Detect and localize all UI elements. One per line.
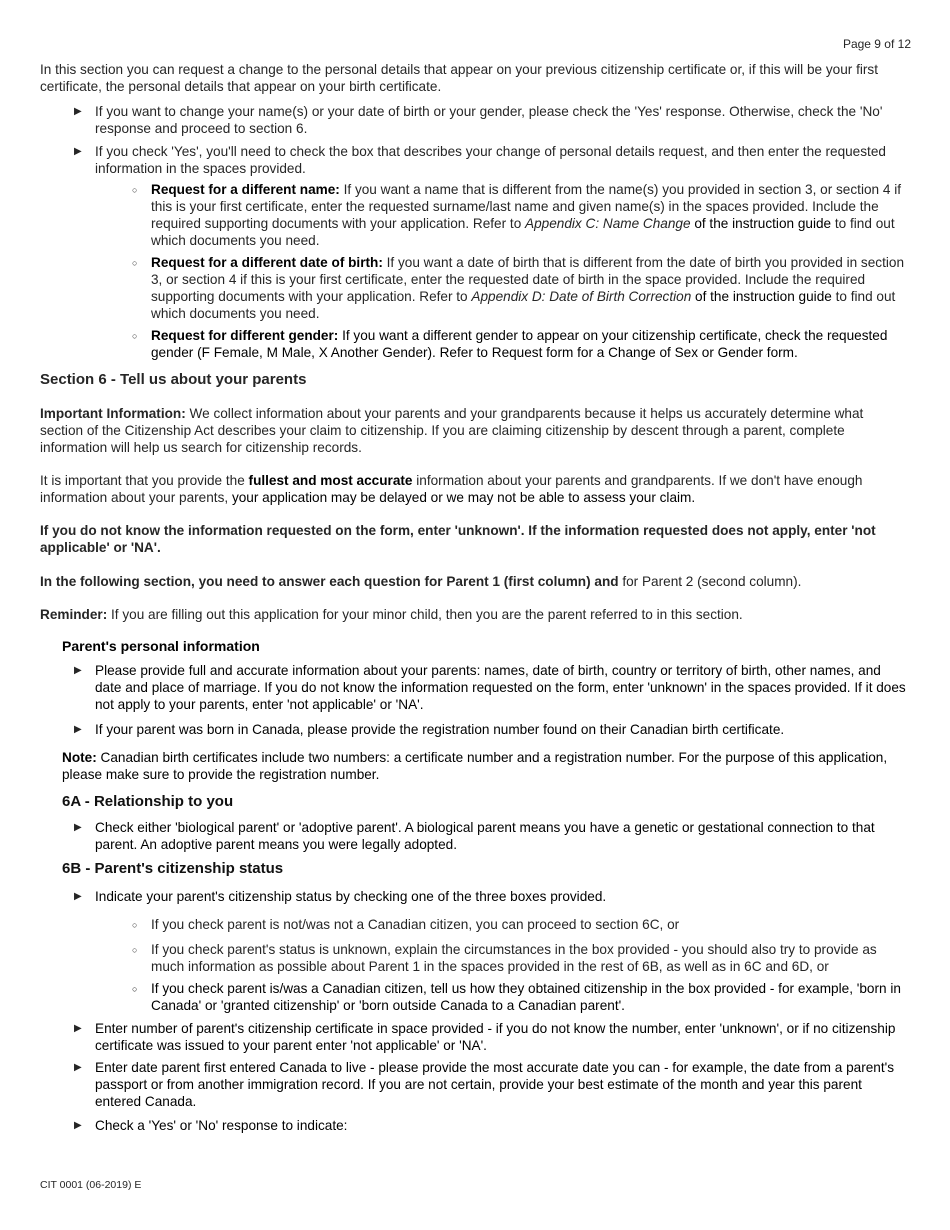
- fullest-mid: information about your parents and grandparents. If we don't have enough information about your parents,: [40, 473, 863, 505]
- sub-item-dob: [40, 254, 912, 322]
- sub-item-tail: to find out which documents you need.: [151, 289, 896, 321]
- sub-item-text: If you want a date of birth that is different from the date of birth you provided in section 3, or section 4 if this is your first certificate, enter the requested date of birth in the space provided. Include the required supporting documents with your application. Refer to: [151, 255, 905, 304]
- sub-item: ○ If you check parent is not/was not a Canadian citizen, you can proceed to section 6C, or: [40, 916, 910, 933]
- reminder-text: If you are filling out this application for your minor child, then you are the parent referred to in this section.: [107, 607, 743, 622]
- sub-item: ○ If you check parent's status is unknown, explain the circumstances in the box provided - you should also try to provide as much information as possible about Parent 1 in the spaces provided in the rest of 6B, as well as in 6C and 6D, or: [40, 941, 910, 975]
- list-item: ▶ Check a 'Yes' or 'No' response to indicate:: [40, 1117, 910, 1134]
- section-6-title: Section 6 - Tell us about your parents: [40, 371, 307, 388]
- sec6b-sub: [40, 916, 912, 933]
- sec6b-bullets: [40, 888, 912, 905]
- sec5-bullets: [40, 103, 912, 137]
- form-code: CIT 0001 (06-2019) E: [40, 1179, 142, 1191]
- sub-item-ref: Appendix C: Name Change: [525, 216, 691, 231]
- sub-item-gender: [40, 327, 912, 361]
- sub-item-ref: Appendix D: Date of Birth Correction: [471, 289, 692, 304]
- sub-item-text: If you want a name that is different from the name(s) you provided in section 3, or section 4 if this is your first certificate, enter the requested surname/last name and given name(s) in the spaces provided. Include the required supporting documents with your application. Refer to: [151, 182, 901, 231]
- sub-item-text: If you want a different gender to appear on your citizenship certificate, check the requested gender (F Female, M Male, X Another Gender). Refer to Request form for a Change of Sex or Gender form.: [151, 328, 888, 360]
- unknown-note: [40, 522, 910, 556]
- list-item: [40, 662, 910, 713]
- following-note: [40, 573, 910, 590]
- important-text: We collect information about your parents and your grandparents because it helps us accurately determine what section of the Citizenship Act describes your claim to citizenship. If you are claiming citizenship by descent through a parent, complete information will help us search for citizenship records.: [40, 406, 864, 455]
- page-number: Page 9 of 12: [842, 37, 911, 51]
- important-label: Important Information:: [40, 406, 186, 421]
- note-label: Note:: [62, 750, 97, 765]
- list-item: ▶ Enter date parent first entered Canada to live - please provide the most accurate date you can - for example, the date from a parent's passport or from another immigration record. If you are not certain, provide your best estimate of the month and year this parent entered Canada.: [40, 1059, 910, 1110]
- list-item: ▶ Check either 'biological parent' or 'adoptive parent'. A biological parent means you have a genetic or gestational connection to that parent. An adoptive parent means you were legally adopted.: [40, 819, 910, 853]
- sub-item-label: Request for a different name:: [151, 182, 340, 197]
- list-item-text: If your parent was born in Canada, please provide the registration number found on their Canadian birth certificate.: [95, 722, 785, 737]
- personal-bullets: [40, 662, 912, 713]
- sub-item-name: [40, 181, 912, 249]
- list-item: ▶ Indicate your parent's citizenship status by checking one of the three boxes provided.: [40, 888, 910, 905]
- fullest-pre: It is important that you provide the: [40, 473, 249, 488]
- sec6b-sub: [40, 941, 912, 975]
- list-item: ▶ If you check 'Yes', you'll need to check the box that describes your change of personal details request, and then enter the requested information in the spaces provided.: [40, 143, 910, 177]
- fullest-paragraph: [40, 472, 902, 506]
- sub-item: ○ If you check parent is/was a Canadian citizen, tell us how they obtained citizenship in the box provided - for example, 'born in Canada' or 'granted citizenship' or 'born outside Canada to a Canadian parent'.: [40, 980, 910, 1014]
- sec6a-bullets: [40, 819, 912, 853]
- reminder-label: Reminder:: [40, 607, 108, 622]
- personal-bullets: [40, 721, 912, 738]
- note-paragraph: [62, 749, 912, 783]
- list-item: ▶ Enter number of parent's citizenship certificate in space provided - if you do not know the number, enter 'unknown', or if no citizenship certificate was issued to your parent enter 'not applicable' or 'NA'.: [40, 1020, 910, 1054]
- list-item: ▶ If you want to change your name(s) or your date of birth or your gender, please check the 'Yes' response. Otherwise, check the 'No' response and proceed to section 6.: [40, 103, 910, 137]
- fullest-end: your application may be delayed or we may not be able to assess your claim.: [231, 490, 696, 505]
- sec6b-sub: [40, 980, 912, 1014]
- sub-item-label: Request for different gender:: [151, 328, 339, 343]
- sub-item-tail: to find out which documents you need.: [151, 216, 895, 248]
- note-text: Canadian birth certificates include two numbers: a certificate number and a registration number. For the purpose of this application, please make sure to provide the registration number.: [62, 750, 888, 782]
- sec6b-bullets: [40, 1020, 912, 1054]
- section-6a-title: 6A - Relationship to you: [62, 793, 234, 810]
- section-6b-title: 6B - Parent's citizenship status: [62, 860, 284, 877]
- sub-item-label: Request for a different date of birth:: [151, 255, 383, 270]
- sub-item-ref-tail: of the instruction guide: [690, 216, 832, 231]
- personal-info-title: Parent's personal information: [62, 638, 260, 654]
- important-info: [40, 405, 902, 456]
- intro-paragraph: In this section you can request a change to the personal details that appear on your previous citizenship certificate or, if this will be your first certificate, the personal details that appear on your birth certificate.: [40, 62, 878, 94]
- sec6b-bullets: [40, 1117, 912, 1134]
- reminder: [40, 606, 910, 623]
- following-pre: In the following section, you need to answer each question for Parent 1 (first column) and: [40, 574, 619, 589]
- list-item: [40, 721, 910, 738]
- following-end: for Parent 2 (second column).: [618, 574, 802, 589]
- sec5-bullets: [40, 143, 912, 177]
- sec6b-bullets: [40, 1059, 912, 1110]
- sub-item-ref-tail: of the instruction guide: [691, 289, 832, 304]
- list-item-text: Please provide full and accurate information about your parents: names, date of birth, country or territory of birth, other names, and date and place of marriage. If you do not know the information requested on the form, enter 'unknown' in the spaces provided. If it does not apply to your parents, enter 'not applicable' or 'NA'.: [95, 663, 906, 712]
- unknown-note-text: If you do not know the information requested on the form, enter 'unknown'. If the information requested does not apply, enter 'not applicable' or 'NA'.: [40, 523, 876, 555]
- fullest-bold: fullest and most accurate: [248, 473, 413, 488]
